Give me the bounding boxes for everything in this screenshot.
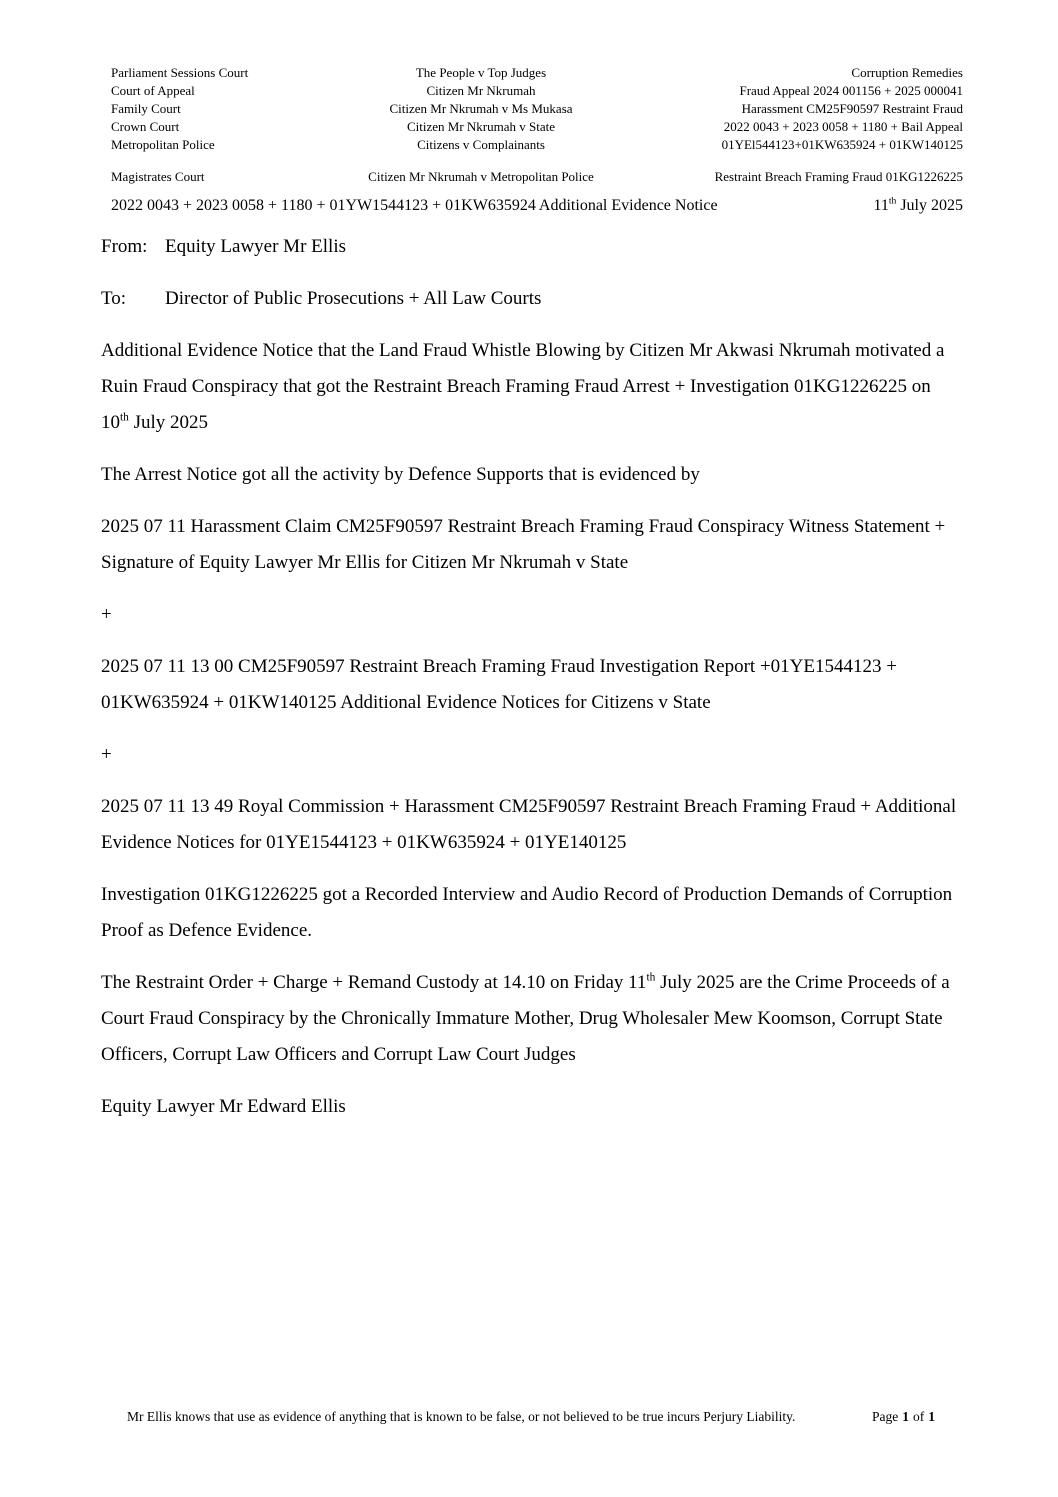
page-total: 1 — [928, 1409, 935, 1424]
case-reference: Restraint Breach Framing Fraud 01KG1226225 — [714, 169, 963, 184]
case-title: Citizens v Complainants — [417, 137, 545, 152]
paragraph-text: July 2025 are the Crime Proceeds of a Court Fraud Conspiracy by the Chronically Immature Mother, Drug Wholesaler Mew Koomson, Corrupt State Officers, Corrupt Law Officers and Corrupt Law Court Judges — [101, 972, 950, 1065]
paragraph-text: + — [101, 744, 112, 765]
from-label: From: — [101, 236, 148, 257]
paragraph-text: + — [101, 604, 112, 625]
case-header-table — [111, 64, 963, 186]
to-label: To: — [101, 288, 127, 309]
case-title: Citizen Mr Nkrumah — [426, 83, 536, 98]
case-reference: Corruption Remedies — [851, 65, 963, 80]
body-paragraph — [101, 965, 963, 1073]
page-footer — [101, 1408, 961, 1426]
from-line — [101, 229, 963, 265]
body-paragraphs — [101, 333, 963, 1073]
case-header-row — [111, 64, 963, 82]
case-header-row — [111, 168, 963, 186]
from-value: Equity Lawyer Mr Ellis — [165, 236, 346, 257]
perjury-notice: Mr Ellis knows that use as evidence of anything that is known to be false, or not believed to be true incurs Perjury Liability. — [127, 1409, 796, 1424]
paragraph-text: Additional Evidence Notice that the Land Fraud Whistle Blowing by Citizen Mr Akwasi Nkrumah motivated a Ruin Fraud Conspiracy that got the Restraint Breach Framing Fraud Arrest + Investigation 01KG1226225 on 10 — [101, 340, 945, 433]
ordinal-suffix: th — [888, 195, 897, 207]
paragraph-text: 2025 07 11 Harassment Claim CM25F90597 Restraint Breach Framing Fraud Conspiracy Witness Statement + Signature of Equity Lawyer Mr Ellis for Citizen Mr Nkrumah v State — [101, 516, 946, 573]
court-name: Parliament Sessions Court — [111, 65, 249, 80]
case-title: Citizen Mr Nkrumah v Metropolitan Police — [368, 169, 594, 184]
document-content — [101, 0, 963, 1125]
body-paragraph — [101, 509, 963, 581]
date-day: 11 — [873, 197, 889, 214]
paragraph-text: Investigation 01KG1226225 got a Recorded Interview and Audio Record of Production Demands of Corruption Proof as Defence Evidence. — [101, 884, 953, 941]
reference-line — [111, 195, 963, 217]
ordinal-suffix: th — [646, 971, 656, 984]
ordinal-suffix: th — [120, 411, 129, 424]
case-title: Citizen Mr Nkrumah v State — [406, 119, 556, 134]
body-paragraph — [101, 597, 963, 633]
court-name: Court of Appeal — [111, 83, 195, 98]
reference-numbers: 2022 0043 + 2023 0058 + 1180 + 01YW1544123 + 01KW635924 Additional Evidence Notice — [111, 197, 718, 214]
body-paragraph — [101, 649, 963, 721]
letter-body — [101, 229, 963, 1125]
case-reference: 01YEl544123+01KW635924 + 01KW140125 — [721, 137, 963, 152]
page-indicator — [872, 1408, 935, 1426]
case-title: The People v Top Judges — [415, 65, 547, 80]
paragraph-text: 2025 07 11 13 00 CM25F90597 Restraint Breach Framing Fraud Investigation Report +01YE1544123 + 01KW635924 + 01KW140125 Additional Evidence Notices for Citizens v State — [101, 656, 897, 713]
case-header-row — [111, 82, 963, 100]
to-value: Director of Public Prosecutions + All Law Courts — [165, 288, 542, 309]
court-name: Crown Court — [111, 119, 180, 134]
body-paragraph — [101, 877, 963, 949]
body-paragraph — [101, 457, 963, 493]
case-reference: Fraud Appeal 2024 001156 + 2025 000041 — [739, 83, 963, 98]
document-date — [873, 195, 963, 217]
case-header-row — [111, 100, 963, 118]
body-paragraph — [101, 789, 963, 861]
to-line — [101, 281, 963, 317]
case-reference: 2022 0043 + 2023 0058 + 1180 + Bail Appeal — [723, 119, 963, 134]
body-paragraph — [101, 737, 963, 773]
page-label: Page — [872, 1409, 899, 1424]
court-name: Magistrates Court — [111, 169, 205, 184]
case-reference: Harassment CM25F90597 Restraint Fraud — [741, 101, 963, 116]
paragraph-text: 2025 07 11 13 49 Royal Commission + Harassment CM25F90597 Restraint Breach Framing Fraud + Additional Evidence Notices for 01YE1544123 + 01KW635924 + 01YE140125 — [101, 796, 957, 853]
case-title: Citizen Mr Nkrumah v Ms Mukasa — [389, 101, 573, 116]
court-name: Metropolitan Police — [111, 137, 215, 152]
of-label: of — [913, 1409, 925, 1424]
signature-line: Equity Lawyer Mr Edward Ellis — [101, 1096, 346, 1117]
case-header-row — [111, 118, 963, 136]
court-name: Family Court — [111, 101, 181, 116]
body-paragraph — [101, 333, 963, 441]
paragraph-text: The Arrest Notice got all the activity by Defence Supports that is evidenced by — [101, 464, 700, 485]
case-header-row — [111, 136, 963, 154]
date-month-year: July 2025 — [896, 197, 963, 214]
paragraph-text: The Restraint Order + Charge + Remand Custody at 14.10 on Friday 11 — [101, 972, 647, 993]
paragraph-text: July 2025 — [128, 412, 209, 433]
page-number: 1 — [902, 1409, 909, 1424]
